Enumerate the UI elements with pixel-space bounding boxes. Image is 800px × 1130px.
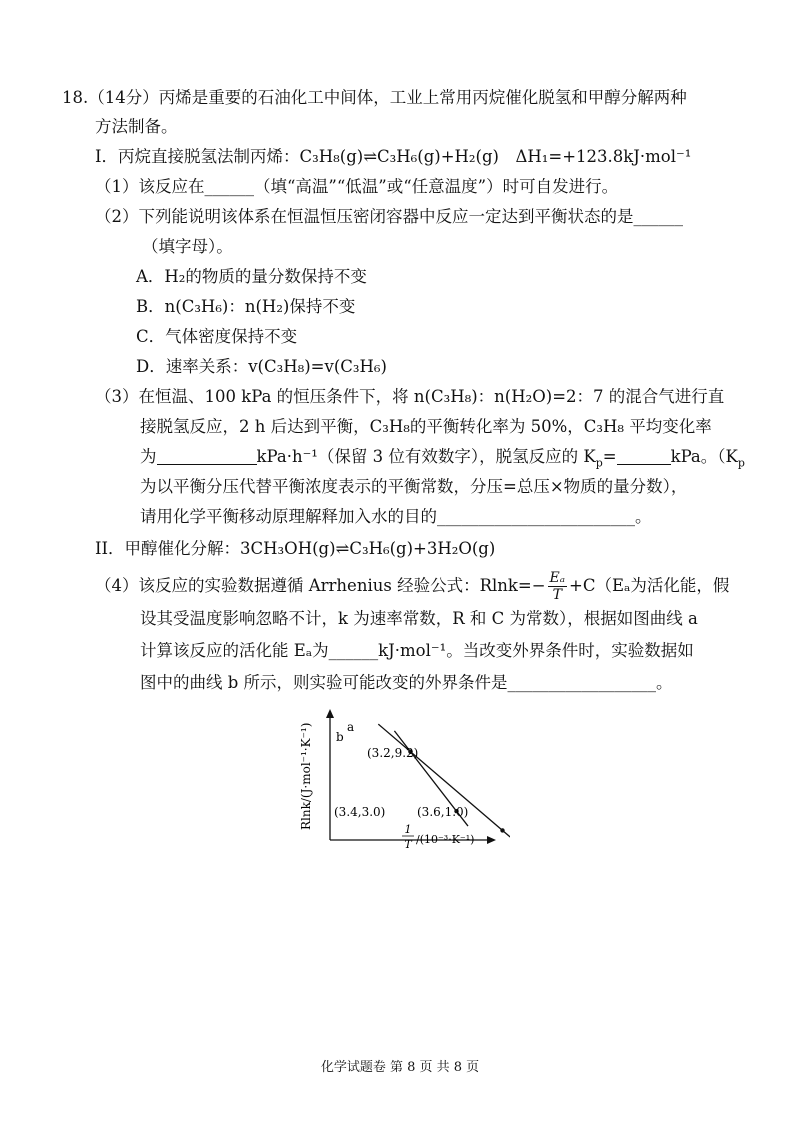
question-1: （1）该反应在______（填“高温”“低温”或“任意温度”）时可自发进行。	[95, 177, 619, 196]
option-b: B．n(C₃H₆)：n(H₂)保持不变	[136, 297, 356, 316]
option-d: D．速率关系：v(C₃H₈)=v(C₃H₆)	[136, 357, 387, 376]
q3-text-b: kPa·h⁻¹（保留 3 位有效数字），脱氢反应的 K	[256, 447, 596, 466]
series-a-line	[378, 724, 510, 842]
question-3-line2: 接脱氢反应，2 h 后达到平衡，C₃H₈的平衡转化率为 50%，C₃H₈ 平均变化率	[140, 417, 712, 436]
question-4-line3: 计算该反应的活化能 Eₐ为______kJ·mol⁻¹。当改变外界条件时，实验数据如	[140, 641, 694, 660]
y-axis-label: Rlnk/(J·mol⁻¹·K⁻¹)	[299, 722, 313, 830]
point-label-3.2-9.2: (3.2,9.2)	[367, 746, 419, 760]
question-intro-line2: 方法制备。	[95, 117, 178, 136]
page-footer: 化学试题卷 第 8 页 共 8 页	[320, 1060, 480, 1075]
answer-blank[interactable]	[157, 446, 257, 465]
arrhenius-chart	[290, 705, 510, 865]
x-axis-label: /(10⁻³·K⁻¹)	[416, 833, 475, 846]
x-label-frac-den: T	[404, 838, 412, 851]
question-2-line1: （2）下列能说明该体系在恒温恒压密闭容器中反应一定达到平衡状态的是______	[95, 207, 683, 226]
question-4-line4: 图中的曲线 b 所示，则实验可能改变的外界条件是__________________。	[140, 673, 673, 692]
series-b-label: b	[336, 730, 344, 744]
question-number: 18.	[62, 88, 89, 107]
option-c: C．气体密度保持不变	[136, 327, 298, 346]
series-a-point	[500, 828, 504, 832]
q3-sub-p: p	[595, 456, 603, 470]
question-4-line2: 设其受温度影响忽略不计，k 为速率常数，R 和 C 为常数），根据如图曲线 a	[140, 609, 698, 628]
fraction-denominator: T	[552, 587, 562, 603]
answer-blank[interactable]	[617, 446, 671, 465]
question-4-line1	[95, 570, 729, 603]
part2-heading: II．甲醇催化分解：3CH₃OH(g)⇌C₃H₆(g)+3H₂O(g)	[95, 539, 496, 558]
question-2-line2: （填字母）。	[142, 237, 233, 256]
question-intro-line1	[62, 85, 687, 111]
option-a: A．H₂的物质的量分数保持不变	[136, 267, 367, 286]
q3-text-a: 为	[140, 447, 157, 466]
fraction-numerator: Eₐ	[549, 570, 566, 586]
y-axis-arrow	[326, 709, 334, 718]
question-3-line1: （3）在恒温、100 kPa 的恒压条件下，将 n(C₃H₈)：n(H₂O)=2：7 的混合气进行直	[95, 387, 725, 406]
arrhenius-fraction	[548, 570, 567, 603]
x-axis-arrow	[487, 836, 496, 844]
question-3-line5: 请用化学平衡移动原理解释加入水的目的________________________。	[140, 507, 652, 526]
question-score: （14分）	[88, 88, 159, 107]
q3-text-e: kPa。（K	[670, 447, 738, 466]
question-3-line3	[140, 444, 745, 476]
q3-text-d: =	[602, 447, 617, 466]
question-3-line4: 为以平衡分压代替平衡浓度表示的平衡常数，分压=总压×物质的量分数），	[140, 477, 688, 496]
q3-sub-p2: p	[737, 456, 745, 470]
point-label-3.4-3.0: (3.4,3.0)	[334, 805, 386, 819]
intro-text: 丙烯是重要的石油化工中间体，工业上常用丙烷催化脱氢和甲醇分解两种	[158, 88, 687, 107]
part1-heading: I．丙烷直接脱氢法制丙烯：C₃H₈(g)⇌C₃H₆(g)+H₂(g) ΔH₁=+123.8kJ·mol⁻¹	[95, 147, 692, 166]
point-label-3.6-1.0: (3.6,1.0)	[417, 805, 469, 819]
q4-text-a: （4）该反应的实验数据遵循 Arrhenius 经验公式：Rlnk=−	[95, 576, 546, 595]
x-label-frac-num: 1	[404, 823, 412, 836]
q4-text-b: +C（Eₐ为活化能，假	[569, 576, 730, 595]
series-a-label: a	[347, 720, 355, 734]
